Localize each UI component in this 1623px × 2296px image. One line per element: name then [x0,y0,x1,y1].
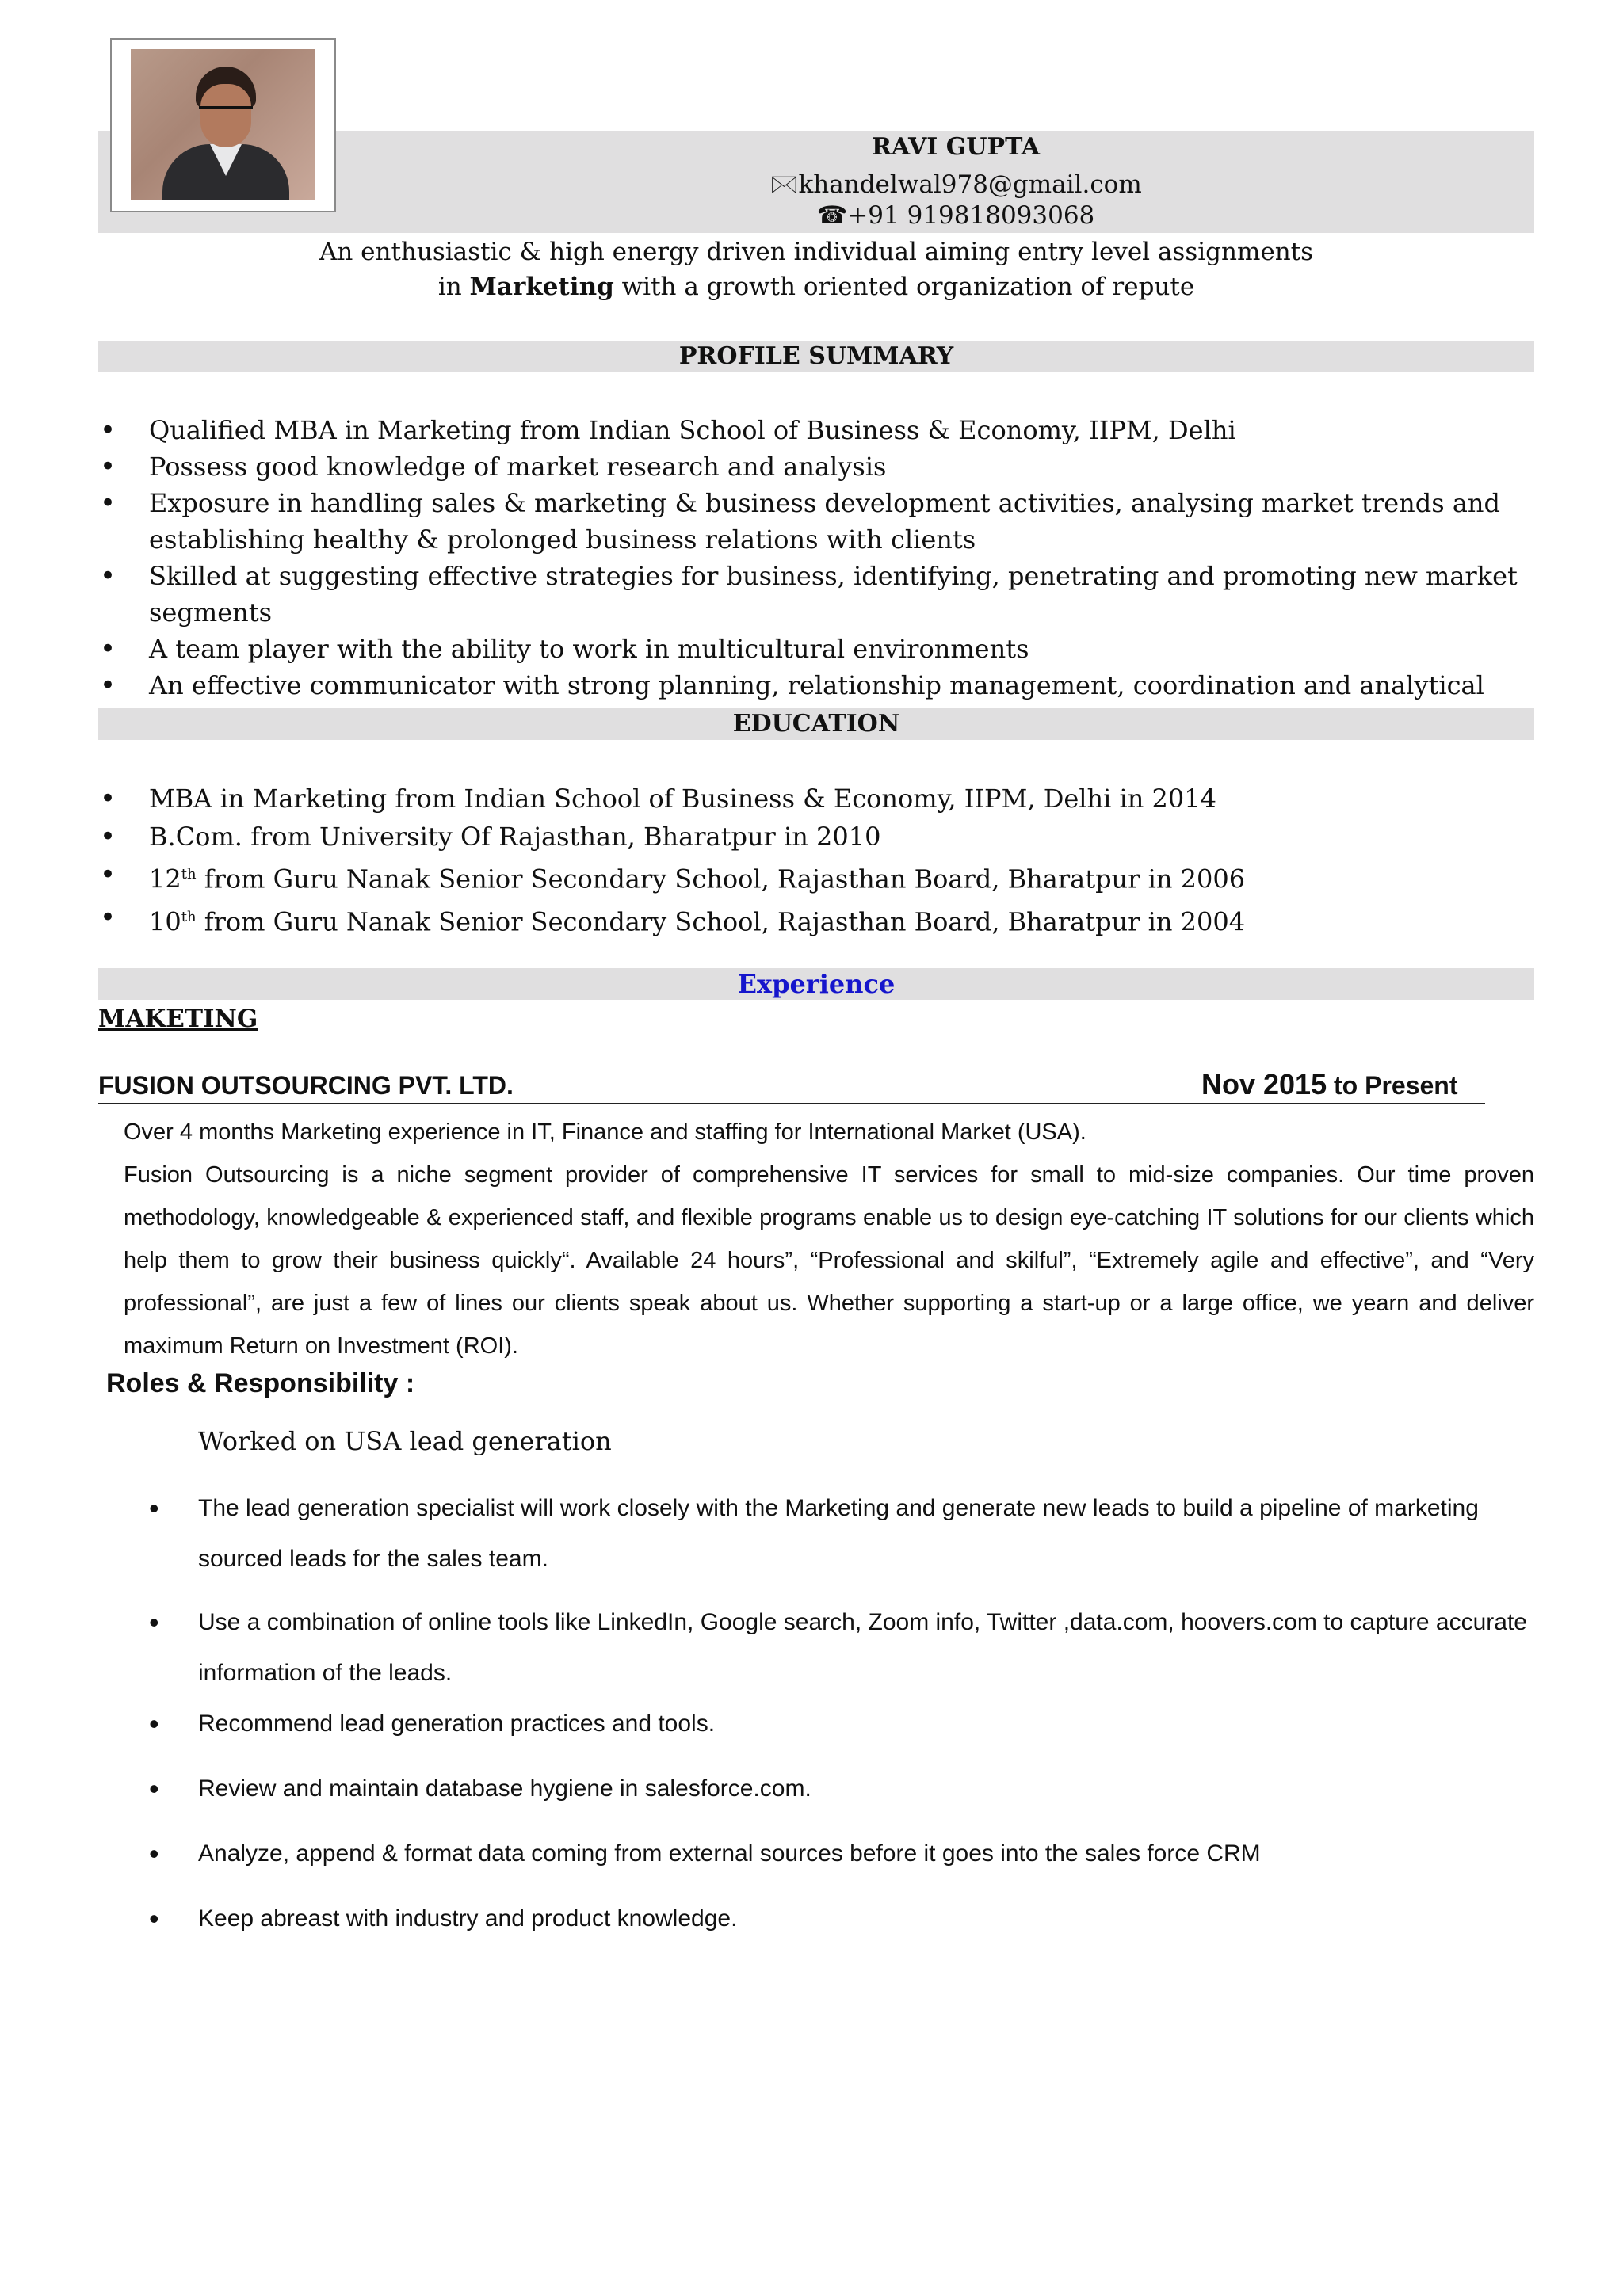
worked-on: Worked on USA lead generation [198,1426,612,1456]
list-item: • Keep abreast with industry and product knowledge. [149,1894,1534,1944]
objective-line-2: in Marketing with a growth oriented organization of repute [437,273,1195,301]
experience-summary: Over 4 months Marketing experience in IT, Finance and staffing for International Market (USA). [124,1119,1086,1145]
experience-category: MAKETING [98,1005,258,1033]
objective [98,235,1534,304]
list-item: • Analyze, append & format data coming from external sources before it goes into the sales force CRM [149,1829,1534,1879]
education-band [98,708,1534,740]
list-item: • A team player with the ability to work in multicultural environments [98,631,1534,667]
list-item: • MBA in Marketing from Indian School of Business & Economy, IIPM, Delhi in 2014 [98,780,1534,818]
experience-title: Experience [737,969,896,999]
employment-dates: Nov 2015 to Present [1201,1068,1458,1100]
education-title: EDUCATION [732,710,900,738]
list-item: • Use a combination of online tools like LinkedIn, Google search, Zoom info, Twitter ,data.com, hoovers.com to capture accurate information of the leads. [149,1597,1534,1699]
roles-heading: Roles & Responsibility : [106,1368,415,1398]
objective-line-1: An enthusiastic & high energy driven individual aiming entry level assignments [319,238,1314,266]
list-item: • B.Com. from University Of Rajasthan, Bharatpur in 2010 [98,818,1534,856]
list-item: • Qualified MBA in Marketing from Indian School of Business & Economy, IIPM, Delhi [98,412,1534,448]
phone-number: +91 919818093068 [847,201,1095,230]
candidate-name: RAVI GUPTA [871,133,1041,161]
profile-summary-list [98,412,1534,740]
list-item: • The lead generation specialist will work closely with the Marketing and generate new leads to build a pipeline of marketing sourced leads for the sales team. [149,1483,1534,1585]
list-item: • 10th from Guru Nanak Senior Secondary School, Rajasthan Board, Bharatpur in 2004 [98,898,1534,941]
company-header [98,1068,1485,1104]
list-item: • An effective communicator with strong planning, relationship management, coordination and analytical [98,667,1534,740]
profile-summary-band [98,341,1534,372]
education-list [98,780,1534,940]
telephone-icon: ☎ [816,201,848,230]
list-item: • Review and maintain database hygiene in salesforce.com. [149,1764,1534,1814]
profile-summary-title: PROFILE SUMMARY [678,342,954,370]
company-description: Fusion Outsourcing is a niche segment provider of comprehensive IT services for small to mid-size companies. Our time proven methodology, knowledgeable & experienced staff, and flexible programs enable us to design eye-catching IT solutions for our clients which help them to grow their business quickly“. Available 24 hours”, “Professional and skilful”, “Extremely agile and effective”, and “Very professional”, are just a few of lines our clients speak about us. Whether supporting a start-up or a large office, we yearn and deliver maximum Return on Investment (ROI). [124,1162,1534,1359]
email-address[interactable]: khandelwal978@gmail.com [798,170,1142,199]
list-item: • Recommend lead generation practices and tools. [149,1699,1534,1749]
list-item: • Exposure in handling sales & marketing & business development activities, analysing market trends and establishing healthy & prolonged business relations with clients [98,485,1534,558]
phone-line [0,201,1623,230]
list-item: • Skilled at suggesting effective strategies for business, identifying, penetrating and promoting new market segments [98,558,1534,631]
list-item: • Possess good knowledge of market research and analysis [98,448,1534,485]
list-item: • 12th from Guru Nanak Senior Secondary School, Rajasthan Board, Bharatpur in 2006 [98,856,1534,898]
envelope-icon: 🖂 [769,170,799,199]
roles-list [149,1483,1534,1944]
experience-band [98,968,1534,1000]
company-name: FUSION OUTSOURCING PVT. LTD. [98,1071,514,1100]
